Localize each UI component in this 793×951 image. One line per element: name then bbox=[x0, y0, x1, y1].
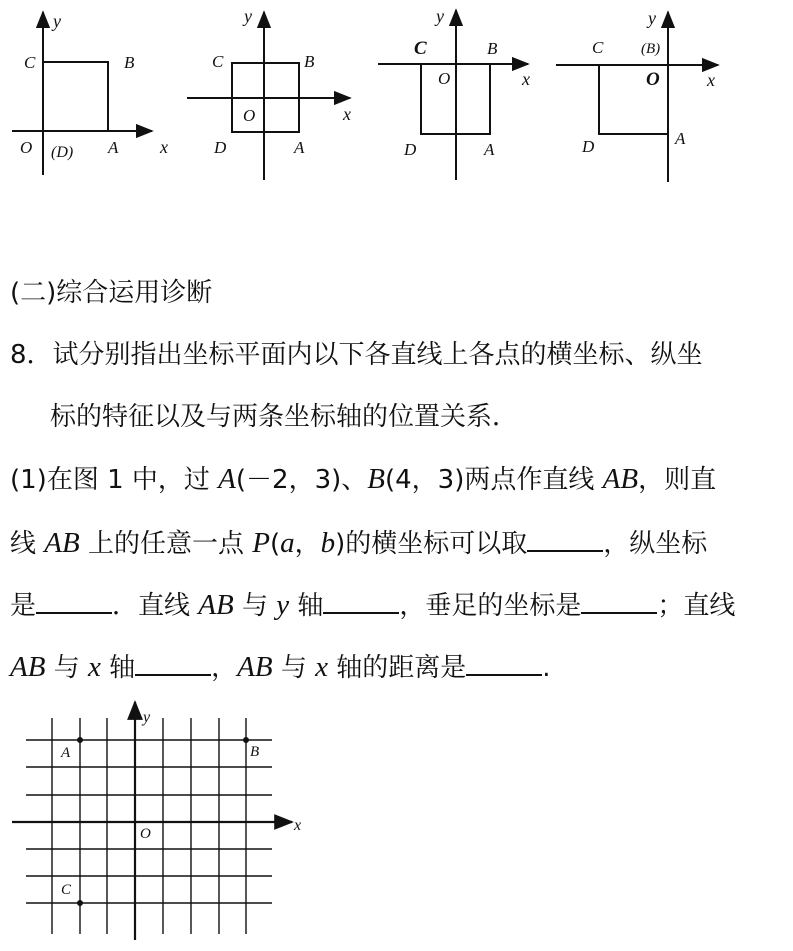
text: . bbox=[542, 653, 551, 683]
label-O: O bbox=[140, 826, 151, 842]
point-B-ref: B bbox=[367, 463, 385, 495]
label-D: D bbox=[582, 137, 595, 156]
answer-blank-3[interactable] bbox=[323, 586, 399, 614]
var-b: b bbox=[320, 527, 336, 559]
x-axis-ref: x bbox=[87, 651, 101, 683]
text: ， bbox=[294, 529, 321, 559]
text: 是 bbox=[10, 591, 37, 621]
text: )的横坐标可以取 bbox=[335, 529, 528, 559]
label-D: (D) bbox=[51, 144, 74, 161]
label-A: A bbox=[484, 140, 495, 159]
text: 与 bbox=[272, 653, 316, 683]
text: ，则直 bbox=[638, 465, 717, 495]
point-A bbox=[77, 737, 83, 743]
text: ，纵坐标 bbox=[603, 529, 708, 559]
label-D: D bbox=[404, 140, 417, 159]
text: 轴的距离是 bbox=[327, 653, 467, 683]
point-C bbox=[77, 900, 83, 906]
label-x: x bbox=[707, 70, 715, 90]
line-AB-ref: AB bbox=[237, 651, 273, 683]
section-title: (二)综合运用诊断 bbox=[10, 278, 213, 308]
label-B: B bbox=[250, 744, 260, 760]
y-axis-ref: y bbox=[276, 589, 290, 621]
label-x: x bbox=[294, 817, 302, 834]
label-O: O bbox=[20, 138, 33, 157]
text: (－2，3)、 bbox=[235, 465, 368, 495]
text: 与 bbox=[233, 591, 277, 621]
label-C: C bbox=[414, 38, 427, 59]
label-A: A bbox=[61, 745, 71, 761]
label-x: x bbox=[522, 69, 530, 89]
figure-4 bbox=[556, 8, 718, 182]
text: 线 bbox=[10, 529, 45, 559]
figure-2 bbox=[187, 6, 351, 180]
text: ；直线 bbox=[657, 591, 736, 621]
line-AB-ref: AB bbox=[44, 527, 80, 559]
label-y: y bbox=[244, 6, 252, 26]
line-AB-ref: AB bbox=[602, 463, 639, 495]
label-C: C bbox=[212, 52, 224, 71]
text: (4，3)两点作直线 bbox=[384, 465, 603, 495]
label-C: C bbox=[24, 53, 36, 72]
label-B: B bbox=[487, 39, 498, 58]
square bbox=[43, 62, 108, 131]
figure-3 bbox=[378, 6, 530, 180]
x-axis-ref: x bbox=[315, 651, 328, 683]
text: ， bbox=[211, 653, 238, 683]
q8-line-1: 8．试分别指出坐标平面内以下各直线上各点的横坐标、纵坐 bbox=[10, 340, 703, 370]
q8-line-4 bbox=[10, 524, 707, 561]
label-x: x bbox=[160, 137, 168, 157]
q8-line-3 bbox=[10, 462, 716, 497]
label-A: A bbox=[108, 138, 119, 157]
text: 轴 bbox=[100, 653, 136, 683]
figure-1 bbox=[12, 11, 168, 175]
answer-blank-5[interactable] bbox=[135, 648, 211, 676]
var-a: a bbox=[280, 527, 295, 559]
label-x: x bbox=[343, 104, 351, 124]
label-C: C bbox=[592, 38, 604, 57]
label-y: y bbox=[648, 8, 656, 28]
text: 轴 bbox=[289, 591, 324, 621]
answer-blank-2[interactable] bbox=[36, 586, 112, 614]
label-B: B bbox=[304, 52, 315, 71]
text: 与 bbox=[45, 653, 88, 683]
text: ( bbox=[269, 529, 281, 559]
answer-blank-1[interactable] bbox=[527, 524, 603, 552]
q8-line-2: 标的特征以及与两条坐标轴的位置关系． bbox=[50, 402, 519, 432]
text: ，垂足的坐标是 bbox=[399, 591, 582, 621]
label-C: C bbox=[61, 882, 72, 898]
label-O: O bbox=[438, 69, 451, 88]
label-B: (B) bbox=[641, 41, 661, 57]
answer-blank-6[interactable] bbox=[466, 648, 542, 676]
label-y: y bbox=[143, 709, 151, 726]
label-A: A bbox=[675, 129, 686, 148]
q8-line-6 bbox=[10, 648, 551, 685]
point-A-ref: A bbox=[218, 463, 236, 495]
line-AB-ref: AB bbox=[198, 589, 234, 621]
label-y: y bbox=[53, 11, 61, 31]
answer-blank-4[interactable] bbox=[581, 586, 657, 614]
point-P-ref: P bbox=[252, 527, 270, 559]
label-A: A bbox=[294, 138, 305, 157]
text: ．直线 bbox=[112, 591, 199, 621]
text: (1)在图 1 中，过 bbox=[10, 465, 219, 495]
text: 上的任意一点 bbox=[79, 529, 253, 559]
label-D: D bbox=[214, 138, 227, 157]
point-B bbox=[243, 737, 249, 743]
label-O: O bbox=[243, 106, 256, 125]
q8-line-5 bbox=[10, 586, 735, 623]
grid-figure bbox=[12, 702, 301, 940]
line-AB-ref: AB bbox=[10, 651, 46, 683]
label-O: O bbox=[646, 69, 660, 90]
label-y: y bbox=[436, 6, 444, 26]
label-B: B bbox=[124, 53, 135, 72]
